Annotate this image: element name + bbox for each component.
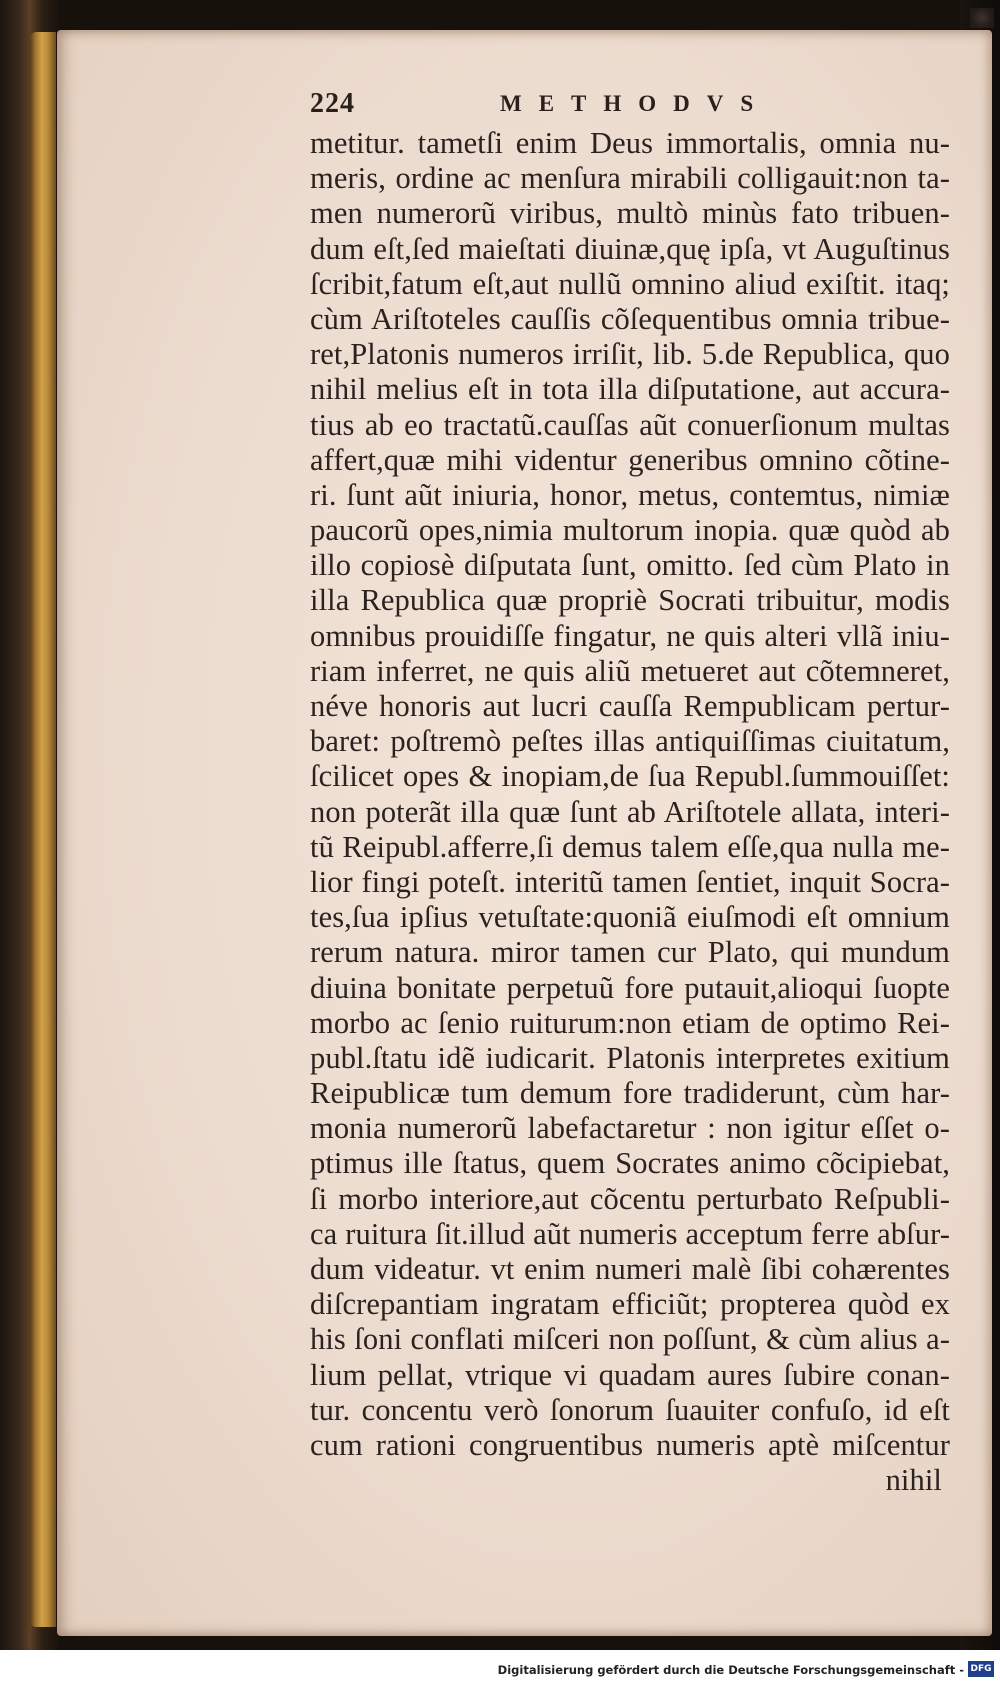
text-line: paucorũ opes,nimia multorum inopia. quæ quòd ab bbox=[310, 513, 950, 548]
text-line: illa Republica quæ propriè Socrati tribuitur, modis bbox=[310, 583, 950, 618]
text-line: morbo ac ſenio ruiturum:non etiam de optimo Rei- bbox=[310, 1005, 950, 1040]
body-text bbox=[310, 126, 950, 1498]
text-line: nihil melius eſt in tota illa diſputatione, aut accura- bbox=[310, 372, 950, 407]
text-line: his ſoni conflati miſceri non poſſunt, & cùm alius a- bbox=[310, 1322, 950, 1357]
text-line: ſcribit,fatum eſt,aut nullũ omnino aliud exiſtit. itaq; bbox=[310, 266, 950, 301]
text-line: tius ab eo tractatũ.cauſſas aũt conuerſionum multas bbox=[310, 407, 950, 442]
text-line: diſcrepantiam ingratam efficiũt; propterea quòd ex bbox=[310, 1287, 950, 1322]
text-line: ri. ſunt aũt iniuria, honor, metus, contemtus, nimiæ bbox=[310, 477, 950, 512]
text-line: publ.ſtatu idẽ iudicarit. Platonis interpretes exitium bbox=[310, 1040, 950, 1075]
page-header bbox=[310, 88, 950, 128]
text-line: ret,Platonis numeros irriſit, lib. 5.de Republica, quo bbox=[310, 337, 950, 372]
text-line: non poterãt illa quæ ſunt ab Ariſtotele allata, interi- bbox=[310, 794, 950, 829]
digitization-footer bbox=[0, 1650, 1000, 1685]
text-line: lium pellat, vtrique vi quadam aures ſubire conan- bbox=[310, 1357, 950, 1392]
page-number: 224 bbox=[310, 88, 355, 119]
text-line: affert,quæ mihi videntur generibus omnino cõtine- bbox=[310, 442, 950, 477]
text-line: ſi morbo interiore,aut cõcentu perturbato Reſpubli- bbox=[310, 1181, 950, 1216]
text-line: riam inferret, ne quis aliũ metueret aut cõtemneret, bbox=[310, 653, 950, 688]
text-line: metitur. tametſi enim Deus immortalis, omnia nu- bbox=[310, 126, 950, 160]
text-line: rerum natura. miror tamen cur Plato, qui mundum bbox=[310, 935, 950, 970]
text-line: dum videatur. vt enim numeri malè ſibi cohærentes bbox=[310, 1252, 950, 1286]
corner-mark bbox=[970, 8, 994, 28]
text-line: ſcilicet opes & inopiam,de ſua Republ.ſummouiſſet: bbox=[310, 759, 950, 794]
text-line: cùm Ariſtoteles cauſſis cõſequentibus omnia tribue- bbox=[310, 301, 950, 336]
text-line: men numerorũ viribus, multò minùs fato tribuen- bbox=[310, 196, 950, 231]
text-line: Reipublicæ tum demum fore tradiderunt, cùm har- bbox=[310, 1076, 950, 1111]
text-line: meris, ordine ac menſura mirabili colligauit:non ta- bbox=[310, 161, 950, 196]
catchword: nihil bbox=[885, 1463, 942, 1498]
text-line: ca ruitura ſit.illud aũt numeris acceptum ferre abſur- bbox=[310, 1216, 950, 1251]
gilt-page-edge bbox=[30, 32, 56, 1627]
text-line: ptimus ille ſtatus, quem Socrates animo cõcipiebat, bbox=[310, 1146, 950, 1181]
text-line: tes,ſua ipſius vetuſtate:quoniã eiuſmodi eſt omnium bbox=[310, 900, 950, 935]
text-line: cum rationi congruentibus numeris aptè miſcentur bbox=[310, 1427, 950, 1462]
text-line: baret: poſtremò peſtes illas antiquiſſimas ciuitatum, bbox=[310, 724, 950, 759]
text-line: diuina bonitate perpetuũ fore putauit,alioqui ſuopte bbox=[310, 970, 950, 1005]
text-line: monia numerorũ labefactaretur : non igitur eſſet o- bbox=[310, 1111, 950, 1146]
text-line: néve honoris aut lucri cauſſa Rempublicam pertur- bbox=[310, 689, 950, 723]
text-line: dum eſt,ſed maieſtati diuinæ,quę ipſa, vt Auguſtinus bbox=[310, 231, 950, 266]
dfg-logo: DFG bbox=[968, 1661, 994, 1677]
text-line: lior fingi poteſt. interitũ tamen ſentiet, inquit Socra- bbox=[310, 864, 950, 899]
running-head: METHODVS bbox=[500, 91, 771, 116]
text-line: illo copiosè diſputata ſunt, omitto. ſed cùm Plato in bbox=[310, 548, 950, 583]
text-line: tur. concentu verò ſonorum ſuauiter confuſo, id eſt bbox=[310, 1392, 950, 1427]
text-line: omnibus prouidiſſe fingatur, ne quis alteri vllã iniu- bbox=[310, 618, 950, 653]
funding-credit: Digitalisierung gefördert durch die Deutsche Forschungsgemeinschaft - bbox=[497, 1663, 964, 1677]
text-line: tũ Reipubl.afferre,ſi demus talem eſſe,qua nulla me- bbox=[310, 829, 950, 864]
